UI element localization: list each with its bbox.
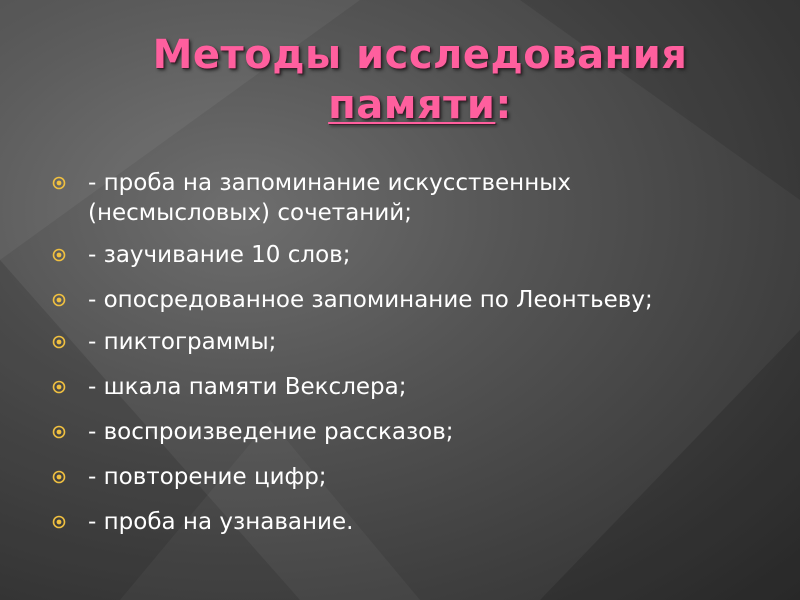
target-circle-icon: [52, 470, 66, 484]
target-circle-icon: [52, 248, 66, 262]
target-circle-icon: [52, 176, 66, 190]
methods-list: [52, 168, 752, 552]
title-line-2: [120, 80, 720, 130]
list-item: [52, 168, 752, 228]
list-item: [52, 240, 752, 270]
list-item: [52, 285, 752, 315]
list-item-text: - шкала памяти Векслера;: [88, 374, 407, 400]
list-item-text: - опосредованное запоминание по Леонтьеву;: [88, 287, 653, 313]
slide-title: [120, 30, 720, 130]
list-item-text: - проба на запоминание искусственных (несмысловых) сочетаний;: [88, 170, 571, 226]
list-item-text: - повторение цифр;: [88, 464, 327, 490]
title-word-memory: памяти: [328, 82, 496, 128]
list-item-text: - проба на узнавание.: [88, 509, 354, 535]
list-item: [52, 462, 752, 492]
target-circle-icon: [52, 335, 66, 349]
title-colon: :: [495, 82, 512, 128]
list-item: [52, 417, 752, 447]
target-circle-icon: [52, 425, 66, 439]
list-item-text: - воспроизведение рассказов;: [88, 419, 454, 445]
list-item-text: - заучивание 10 слов;: [88, 242, 351, 268]
target-circle-icon: [52, 293, 66, 307]
list-item: [52, 372, 752, 402]
list-item-text: - пиктограммы;: [88, 329, 277, 355]
target-circle-icon: [52, 380, 66, 394]
list-item: [52, 327, 752, 357]
target-circle-icon: [52, 515, 66, 529]
title-line-1: Методы исследования: [152, 32, 688, 78]
list-item: [52, 507, 752, 537]
